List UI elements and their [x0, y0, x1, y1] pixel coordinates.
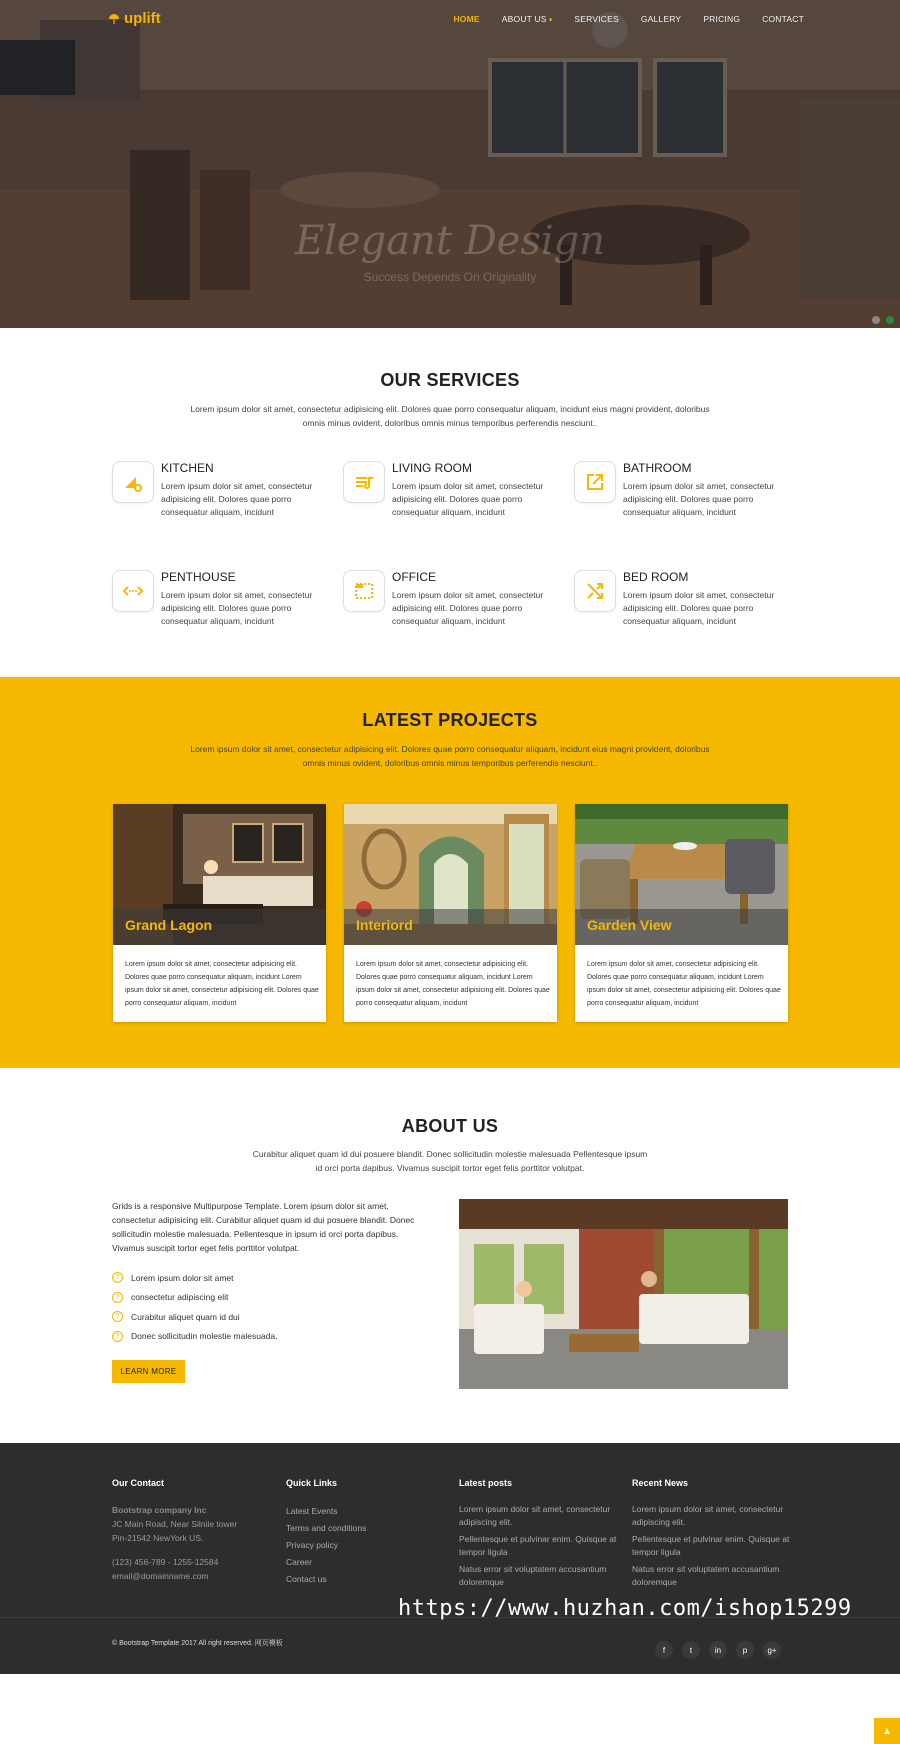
news-link[interactable]: Pellentesque et pulvinar enim. Quisque at tempor ligula — [632, 1534, 790, 1557]
projects-title: LATEST PROJECTS — [362, 710, 538, 730]
social-links — [655, 1641, 781, 1659]
about-body: Grids is a responsive Multipurpose Template. Lorem ipsum dolor sit amet, consectetur adipisicing elit. Curabitur aliquet quam id dui posuere blandit. Donec sollicitudin molestie malesuada. Pellentesque in ipsum id orci porta dapibus. Vivamus suscipit tortor eget felis porttitor volutpat. — [112, 1201, 415, 1253]
post-link[interactable]: Pellentesque et pulvinar enim. Quisque at tempor ligula — [459, 1534, 617, 1557]
service-kitchen — [112, 461, 322, 541]
logo-text: uplift — [124, 10, 161, 27]
service-text: Lorem ipsum dolor sit amet, consectetur adipisicing elit. Dolores quae porro consequatur aliquam, incidunt — [623, 590, 775, 626]
about-image-patio — [459, 1199, 788, 1389]
service-bathroom — [574, 461, 784, 541]
about-description: Curabitur aliquet quam id dui posuere blandit. Donec sollicitudin molestie malesuada Pellentesque ipsum id orci porta dapibus. Vivamus suscipit tortor eget felis porttitor volutpat. — [252, 1149, 648, 1173]
service-title: LIVING ROOM — [392, 461, 473, 475]
project-caption: Grand Lagon — [125, 917, 213, 933]
service-bed-room — [574, 570, 784, 650]
service-text: Lorem ipsum dolor sit amet, consectetur adipisicing elit. Dolores quae porro consequatur aliquam, incidunt — [392, 481, 544, 517]
slider-dots — [872, 316, 894, 324]
list-item — [112, 1307, 277, 1327]
service-title: BATHROOM — [623, 461, 692, 475]
question-circle-icon: ? — [112, 1311, 123, 1322]
copyright: © Bootstrap Template 2017 All right reserved. 网页模板 — [112, 1640, 283, 1647]
footer-heading: Our Contact — [112, 1478, 165, 1488]
pinterest-icon[interactable]: p — [736, 1641, 754, 1659]
learn-more-button[interactable]: LEARN MORE — [112, 1360, 185, 1383]
footer-link[interactable]: Latest Events — [286, 1506, 338, 1516]
project-caption-bar — [113, 909, 326, 945]
service-title: OFFICE — [392, 570, 436, 584]
nav-about-us[interactable] — [502, 14, 553, 24]
project-card[interactable] — [113, 804, 326, 1022]
phone: (123) 456-789 - 1255-12584 — [112, 1557, 219, 1567]
company-name: Bootstrap company Inc — [112, 1505, 207, 1515]
project-text: Lorem ipsum dolor sit amet, consectetur adipisicing elit. Dolores quae porro consequatur aliquam, incidunt Lorem ipsum dolor sit amet, consectetur adipisicing elit. Dolores quae porro consequatur aliquam, incidunt — [356, 961, 550, 1007]
project-card[interactable] — [344, 804, 557, 1022]
service-title: BED ROOM — [623, 570, 689, 584]
service-title: KITCHEN — [161, 461, 214, 475]
projects-description: Lorem ipsum dolor sit amet, consectetur adipisicing elit. Dolores quae porro consequatur aliquam, incidunt eius magni provident, doloribus omnis minus ovident, doloribus omnis minus temporibus perferendis nesciunt.. — [190, 744, 710, 768]
list-item — [112, 1327, 277, 1347]
footer-link[interactable]: Terms and conditions — [286, 1523, 367, 1533]
about-title: ABOUT US — [401, 1116, 499, 1136]
linkedin-icon[interactable]: in — [709, 1641, 727, 1659]
dashed-window-icon — [343, 570, 385, 612]
project-card[interactable] — [575, 804, 788, 1022]
list-item — [112, 1268, 277, 1288]
address-line: Pin-21542 NewYork US. — [112, 1533, 204, 1543]
hero-banner — [0, 0, 900, 328]
footer-heading: Quick Links — [286, 1478, 338, 1488]
service-title: PENTHOUSE — [161, 570, 236, 584]
service-text: Lorem ipsum dolor sit amet, consectetur adipisicing elit. Dolores quae porro consequatur aliquam, incidunt — [161, 481, 313, 517]
nav-services[interactable]: SERVICES — [574, 14, 619, 24]
services-description: Lorem ipsum dolor sit amet, consectetur adipisicing elit. Dolores quae porro consequatur aliquam, incidunt eius magni provident, doloribus omnis minus ovident, doloribus omnis minus temporibus perferendis nesciunt.. — [190, 404, 710, 428]
slider-dot-active[interactable] — [886, 316, 894, 324]
open-external-icon — [574, 461, 616, 503]
footer — [0, 1443, 900, 1674]
main-nav — [453, 14, 804, 24]
footer-link[interactable]: Privacy policy — [286, 1540, 338, 1550]
hero-title: Elegant Design — [294, 218, 606, 264]
footer-heading: Latest posts — [459, 1478, 513, 1488]
service-text: Lorem ipsum dolor sit amet, consectetur adipisicing elit. Dolores quae porro consequatur aliquam, incidunt — [392, 590, 544, 626]
list-item-text: Lorem ipsum dolor sit amet — [131, 1272, 234, 1283]
footer-contact — [112, 1478, 272, 1583]
project-caption: Interiord — [356, 917, 413, 933]
list-item-text: consectetur adipiscing elit — [131, 1292, 229, 1303]
logo-umbrella-icon — [108, 13, 120, 25]
chevron-down-icon: ▾ — [548, 17, 553, 24]
nav-home[interactable]: HOME — [453, 14, 480, 24]
footer-link[interactable]: Career — [286, 1557, 312, 1567]
list-item-text: Curabitur aliquet quam id dui — [131, 1311, 240, 1322]
hero-subtitle: Success Depends On Originality — [363, 270, 537, 284]
projects-section — [0, 677, 900, 1068]
project-text: Lorem ipsum dolor sit amet, consectetur adipisicing elit. Dolores quae porro consequatur aliquam, incidunt Lorem ipsum dolor sit amet, consectetur adipisicing elit. Dolores quae porro consequatur aliquam, incidunt — [125, 961, 319, 1007]
question-circle-icon: ? — [112, 1331, 123, 1342]
slider-dot[interactable] — [872, 316, 880, 324]
footer-link[interactable]: Contact us — [286, 1574, 327, 1584]
back-to-top-button[interactable]: ▲ — [874, 1718, 900, 1744]
service-office — [343, 570, 553, 650]
kitchen-icon — [112, 461, 154, 503]
service-living-room — [343, 461, 553, 541]
watermark-url: https://www.huzhan.com/ishop15299 — [398, 1596, 852, 1621]
services-title: OUR SERVICES — [380, 370, 520, 390]
project-caption-bar — [344, 909, 557, 945]
nav-contact[interactable]: CONTACT — [762, 14, 804, 24]
footer-recent-news — [632, 1478, 792, 1593]
playlist-icon — [343, 461, 385, 503]
post-link[interactable]: Lorem ipsum dolor sit amet, consectetur adipiscing elit. — [459, 1504, 611, 1527]
shuffle-icon — [574, 570, 616, 612]
address-line: JC Main Road, Near Silnile tower — [112, 1519, 238, 1529]
question-circle-icon: ? — [112, 1272, 123, 1283]
nav-gallery[interactable]: GALLERY — [640, 14, 682, 24]
news-link[interactable]: Lorem ipsum dolor sit amet, consectetur adipiscing elit. — [632, 1504, 784, 1527]
question-circle-icon: ? — [112, 1292, 123, 1303]
list-item-text: Donec sollicitudin molestie malesuada. — [131, 1331, 278, 1342]
project-caption: Garden View — [587, 917, 672, 933]
service-text: Lorem ipsum dolor sit amet, consectetur adipisicing elit. Dolores quae porro consequatur aliquam, incidunt — [161, 590, 313, 626]
email[interactable]: email@domainname.com — [112, 1571, 209, 1581]
logo[interactable] — [108, 10, 161, 27]
footer-quick-links — [286, 1478, 446, 1588]
google-plus-icon[interactable]: g+ — [763, 1641, 781, 1659]
facebook-icon[interactable]: f — [655, 1641, 673, 1659]
post-link[interactable]: Natus error sit voluptatem accusantium doloremque — [459, 1564, 607, 1587]
about-checklist — [112, 1268, 277, 1346]
service-text: Lorem ipsum dolor sit amet, consectetur adipisicing elit. Dolores quae porro consequatur aliquam, incidunt — [623, 481, 775, 517]
footer-latest-posts — [459, 1478, 619, 1593]
twitter-icon[interactable]: t — [682, 1641, 700, 1659]
nav-about-us-label: ABOUT US — [501, 14, 547, 24]
code-arrows-icon — [112, 570, 154, 612]
footer-heading: Recent News — [632, 1478, 689, 1488]
project-caption-bar — [575, 909, 788, 945]
service-penthouse — [112, 570, 322, 650]
list-item — [112, 1288, 277, 1308]
nav-pricing[interactable]: PRICING — [703, 14, 741, 24]
news-link[interactable]: Natus error sit voluptatem accusantium doloremque — [632, 1564, 780, 1587]
project-text: Lorem ipsum dolor sit amet, consectetur adipisicing elit. Dolores quae porro consequatur aliquam, incidunt Lorem ipsum dolor sit amet, consectetur adipisicing elit. Dolores quae porro consequatur aliquam, incidunt — [587, 961, 781, 1007]
